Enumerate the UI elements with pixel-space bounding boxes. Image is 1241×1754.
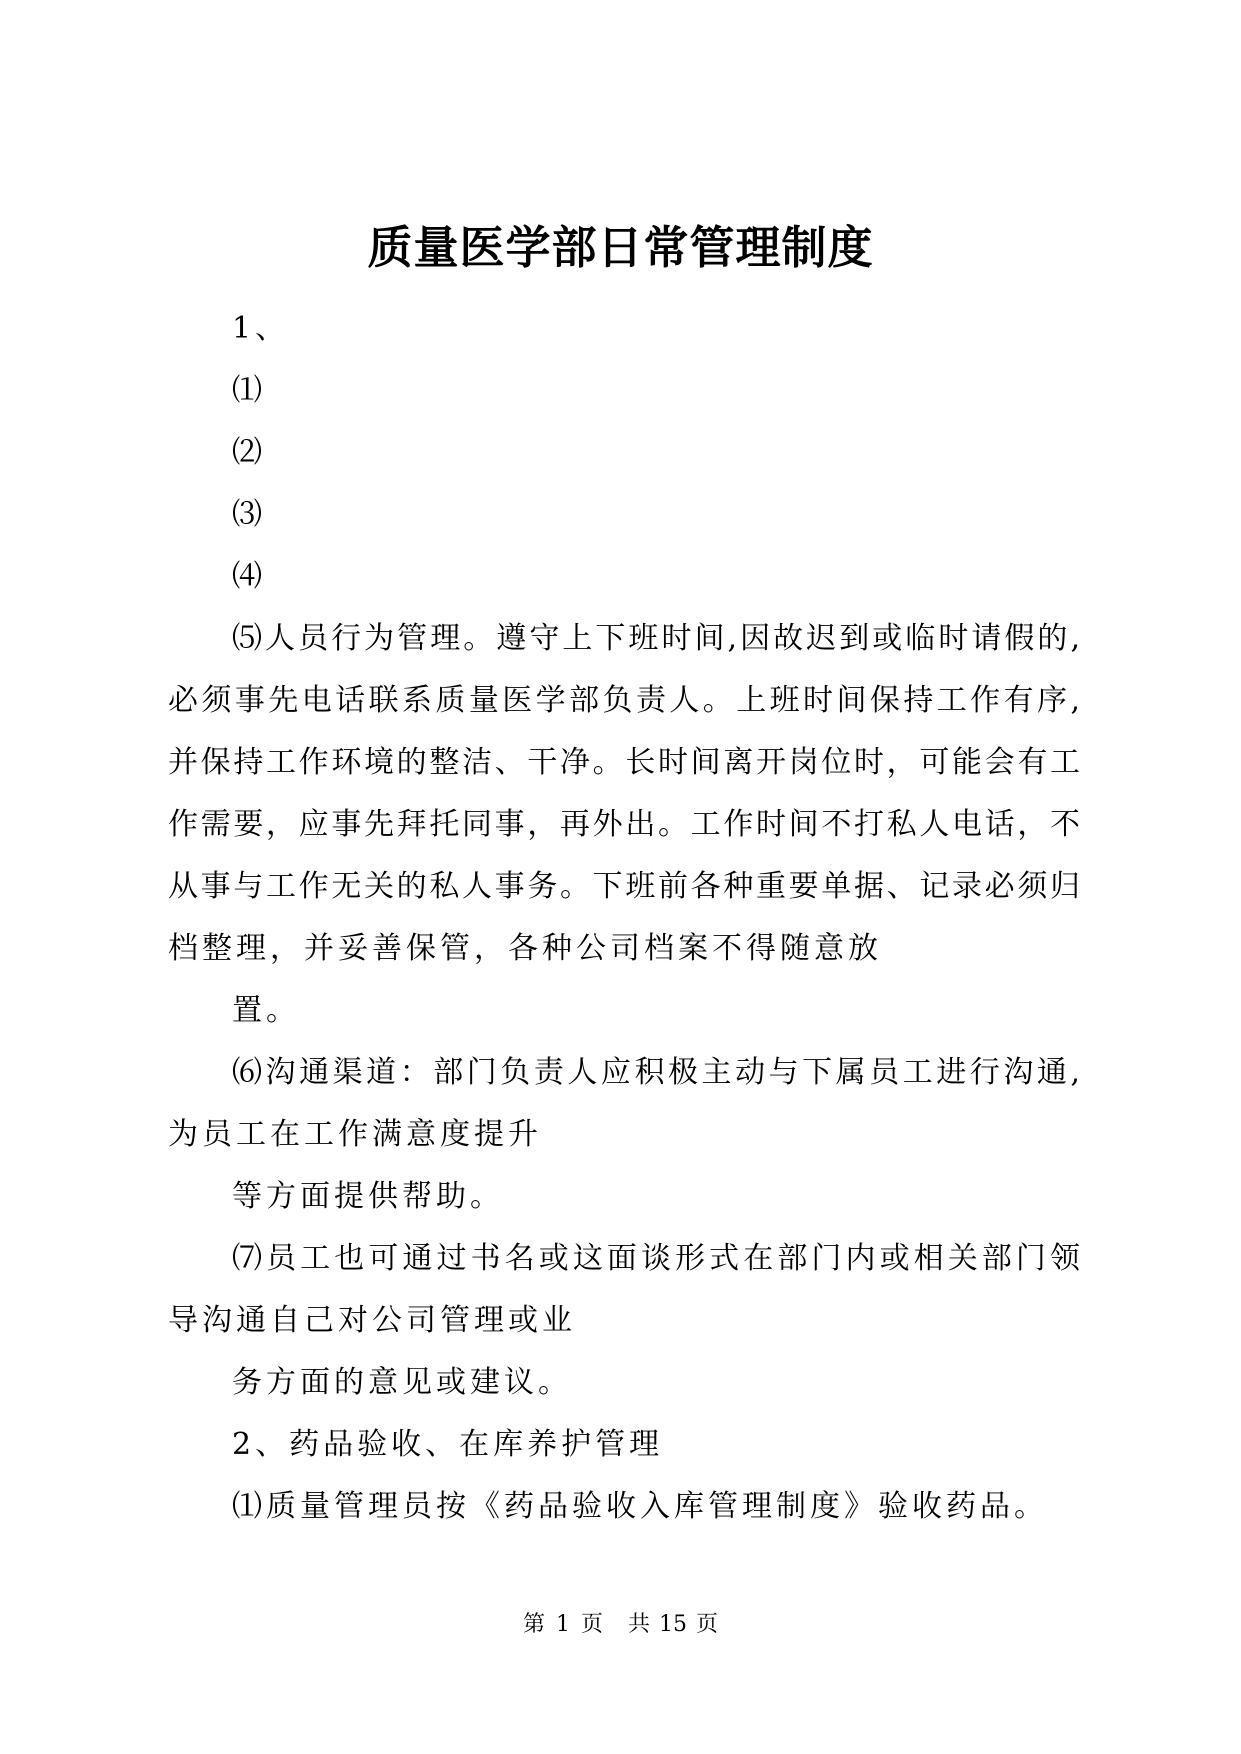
document-line: ⑹沟通渠道：部门负责人应积极主动与下属员工进行沟通,: [232, 1055, 1080, 1090]
footer-total-prefix: 共: [628, 1612, 651, 1637]
footer-page-prefix: 第: [522, 1612, 545, 1637]
document-line: 为员工在工作满意度提升: [168, 1117, 542, 1152]
document-line: 并保持工作环境的整洁、干净。长时间离开岗位时，可能会有工: [168, 745, 1080, 780]
footer-page-number: 1: [555, 1612, 570, 1637]
page-footer: [0, 1610, 1241, 1640]
document-title: 质量医学部日常管理制度: [367, 221, 874, 274]
document-line: 等方面提供帮助。: [232, 1179, 504, 1214]
document-line: 1、: [232, 311, 290, 346]
document-line: ⑸人员行为管理。遵守上下班时间,因故迟到或临时请假的,: [232, 621, 1080, 656]
document-line: ⑷: [232, 559, 266, 594]
document-line: ⑶: [232, 497, 266, 532]
document-line: 置。: [232, 993, 300, 1028]
document-line: ⑴质量管理员按《药品验收入库管理制度》验收药品。: [232, 1489, 1048, 1524]
document-line: 档整理，并妥善保管，各种公司档案不得随意放: [168, 931, 882, 966]
footer-page-word: 页: [580, 1612, 603, 1637]
footer-total-pages: 15: [659, 1612, 688, 1637]
document-line: 务方面的意见或建议。: [232, 1365, 572, 1400]
document-line: 作需要，应事先拜托同事，再外出。工作时间不打私人电话，不: [168, 807, 1080, 842]
document-line: 导沟通自己对公司管理或业: [168, 1303, 576, 1338]
document-line: 必须事先电话联系质量医学部负责人。上班时间保持工作有序,: [168, 683, 1080, 718]
document-line: ⑴: [232, 373, 266, 408]
document-line: ⑵: [232, 435, 266, 470]
document-line: 从事与工作无关的私人事务。下班前各种重要单据、记录必须归: [168, 869, 1080, 904]
document-line: 2、药品验收、在库养护管理: [232, 1427, 664, 1462]
document-line: ⑺员工也可通过书名或这面谈形式在部门内或相关部门领: [232, 1241, 1080, 1276]
document-body: [168, 298, 1080, 1538]
footer-total-word: 页: [696, 1612, 719, 1637]
